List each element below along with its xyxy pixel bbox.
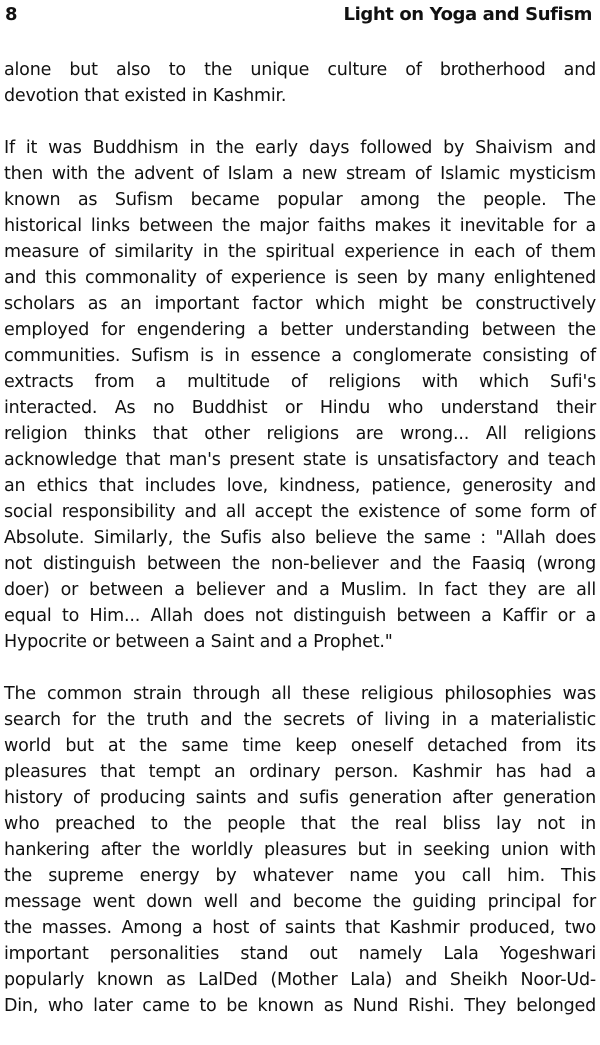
- text-line: important personalities stand out namely Lala Yogeshwari: [4, 944, 596, 964]
- text-line: scholars as an important factor which might be constructively: [4, 294, 596, 314]
- text-line: devotion that existed in Kashmir.: [4, 86, 287, 106]
- text-line: then with the advent of Islam a new stream of Islamic mysticism: [4, 164, 596, 184]
- paragraph: [4, 681, 596, 1019]
- text-line: who preached to the people that the real bliss lay not in: [4, 814, 596, 834]
- text-line: religion thinks that other religions are wrong... All religions: [4, 424, 596, 444]
- body-text: [4, 57, 596, 1019]
- text-line: search for the truth and the secrets of living in a materialistic: [4, 710, 596, 730]
- text-line: the supreme energy by whatever name you call him. This: [4, 866, 596, 886]
- text-line: popularly known as LalDed (Mother Lala) and Sheikh Noor-Ud-: [4, 970, 596, 990]
- text-line: communities. Sufism is in essence a conglomerate consisting of: [4, 346, 596, 366]
- text-line: history of producing saints and sufis generation after generation: [4, 788, 596, 808]
- text-line: measure of similarity in the spiritual experience in each of them: [4, 242, 596, 262]
- text-line: pleasures that tempt an ordinary person. Kashmir has had a: [4, 762, 596, 782]
- text-line: If it was Buddhism in the early days followed by Shaivism and: [4, 138, 596, 158]
- text-line: Hypocrite or between a Saint and a Prophet.": [4, 632, 393, 652]
- text-line: alone but also to the unique culture of brotherhood and: [4, 60, 596, 80]
- text-line: hankering after the worldly pleasures but in seeking union with: [4, 840, 596, 860]
- text-line: and this commonality of experience is seen by many enlightened: [4, 268, 596, 288]
- text-line: interacted. As no Buddhist or Hindu who understand their: [4, 398, 596, 418]
- running-header: [5, 2, 592, 28]
- text-line: equal to Him... Allah does not distinguish between a Kaffir or a: [4, 606, 596, 626]
- book-title: Light on Yoga and Sufism: [343, 4, 592, 25]
- page-number: 8: [5, 4, 18, 25]
- text-line: Absolute. Similarly, the Sufis also believe the same : "Allah does: [4, 528, 596, 548]
- text-line: an ethics that includes love, kindness, patience, generosity and: [4, 476, 596, 496]
- text-line: acknowledge that man's present state is unsatisfactory and teach: [4, 450, 596, 470]
- text-line: extracts from a multitude of religions with which Sufi's: [4, 372, 596, 392]
- text-line: The common strain through all these religious philosophies was: [4, 684, 596, 704]
- paragraph: [4, 135, 596, 655]
- text-line: not distinguish between the non-believer and the Faasiq (wrong: [4, 554, 596, 574]
- paragraph: [4, 57, 596, 109]
- text-line: known as Sufism became popular among the people. The: [4, 190, 596, 210]
- text-line: message went down well and become the guiding principal for: [4, 892, 596, 912]
- text-line: world but at the same time keep oneself detached from its: [4, 736, 596, 756]
- text-line: the masses. Among a host of saints that Kashmir produced, two: [4, 918, 596, 938]
- text-line: social responsibility and all accept the existence of some form of: [4, 502, 596, 522]
- text-line: employed for engendering a better understanding between the: [4, 320, 596, 340]
- text-line: historical links between the major faiths makes it inevitable for a: [4, 216, 596, 236]
- text-line: Din, who later came to be known as Nund Rishi. They belonged: [4, 996, 596, 1016]
- text-line: doer) or between a believer and a Muslim. In fact they are all: [4, 580, 596, 600]
